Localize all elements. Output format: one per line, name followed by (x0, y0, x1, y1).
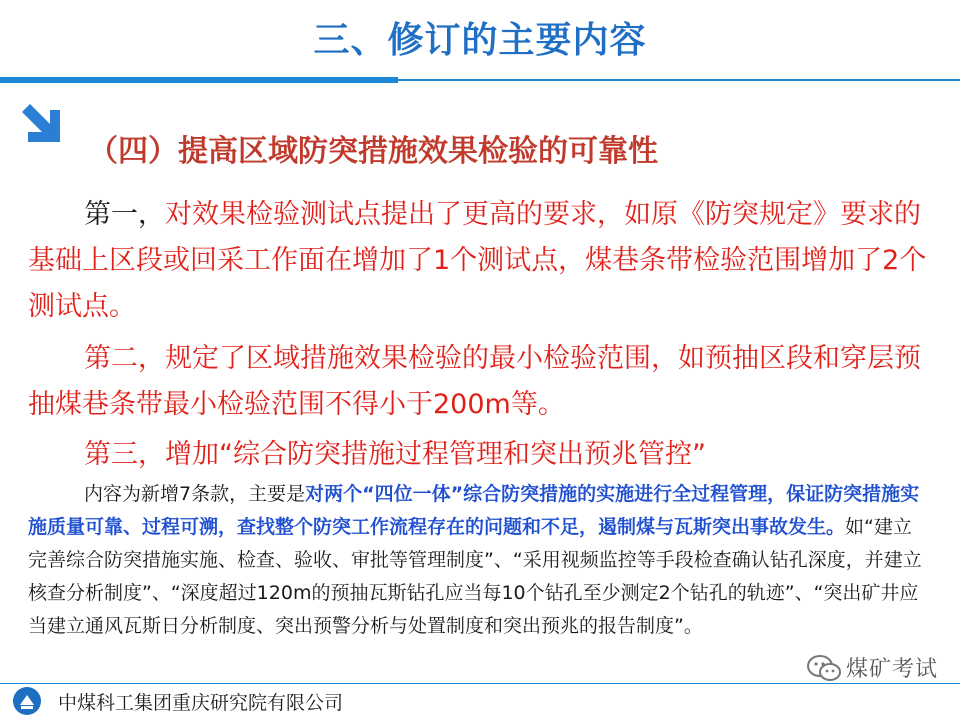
point-second-text: 第二，规定了区域措施效果检验的最小检验范围，如预抽区段和穿层预抽煤巷条带最小检验范围不得小于200m等。 (28, 343, 921, 420)
point-second (28, 336, 928, 428)
section-heading: （四）提高区域防突措施效果检验的可靠性 (88, 134, 658, 169)
point-first-label: 第一， (84, 199, 165, 230)
point-first-text: 对效果检验测试点提出了更高的要求，如原《防突规定》要求的基础上区段或回采工作面在增加了1个测试点，煤巷条带检验范围增加了2个测试点。 (28, 199, 927, 322)
point-third-text: 第三，增加“综合防突措施过程管理和突出预兆管控” (84, 439, 706, 470)
wechat-watermark (806, 652, 938, 683)
detail-paragraph (28, 478, 928, 643)
detail-rest: 如“建立完善综合防突措施实施、检查、验收、审批等管理制度”、“采用视频监控等手段检查确认钻孔深度，并建立核查分析制度”、“深度超过120m的预抽瓦斯钻孔应当每10个钻孔至少测定2个钻孔的轨迹”、“突出矿井应当建立通风瓦斯日分析制度、突出预警分析与处置制度和突出预兆的报告制度”。 (28, 516, 922, 637)
point-third (28, 432, 928, 478)
title-divider-thin (398, 79, 960, 81)
wechat-icon (806, 654, 842, 682)
slide-title: 三、修订的主要内容 (313, 20, 647, 61)
point-first (28, 192, 928, 330)
arrow-down-right-icon (16, 98, 68, 150)
title-divider-thick (0, 77, 398, 83)
watermark-text: 煤矿考试 (846, 657, 939, 682)
footer-organization: 中煤科工集团重庆研究院有限公司 (58, 692, 344, 714)
org-logo-icon (12, 686, 42, 716)
detail-intro: 内容为新增7条款，主要是 (84, 483, 306, 505)
footer-divider (0, 683, 960, 684)
detail-highlight: 对两个“四位一体”综合防突措施的实施进行全过程管理，保证防突措施实施质量可靠、过程可溯，查找整个防突工作流程存在的问题和不足，遏制煤与瓦斯突出事故发生。 (28, 483, 920, 538)
